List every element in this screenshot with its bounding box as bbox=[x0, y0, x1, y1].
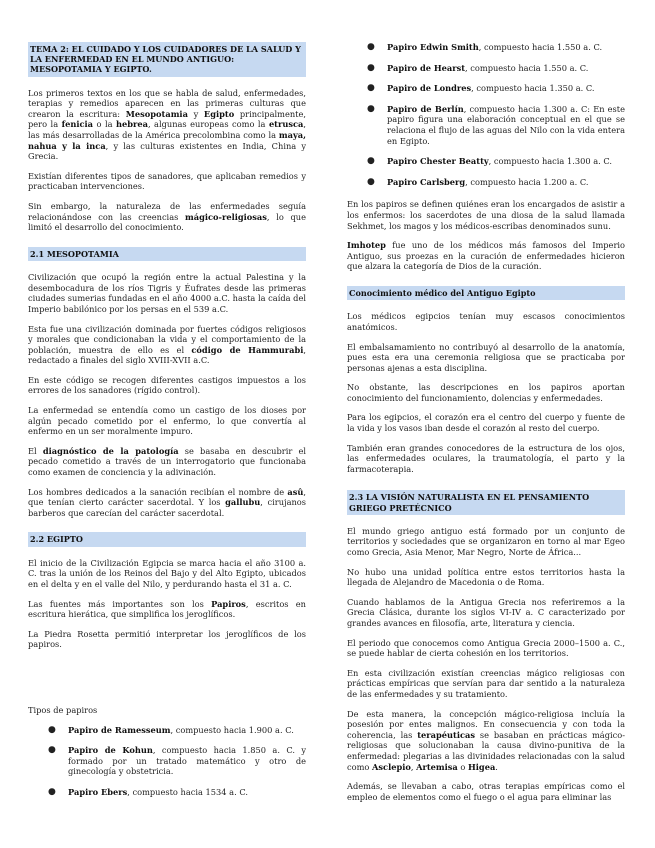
intro-paragraph-2: Existían diferentes tipos de sanadores, que aplicaban remedios y practicaban intervenciones. bbox=[28, 170, 306, 192]
grecia-paragraph-3: Cuando hablamos de la Antigua Grecia nos referiremos a la Grecia Clásica, durante los siglos VI-IV a. C caracterizado por grandes avances en filosofía, arte, literatura y ciencia. bbox=[347, 596, 625, 628]
grecia-paragraph-2: No hubo una unidad política entre estos territorios hasta la llegada de Alejandro de Macedonia o de Roma. bbox=[347, 566, 625, 588]
bullet-icon: ● bbox=[48, 745, 56, 756]
left-column bbox=[28, 42, 306, 808]
grecia-paragraph-5: En esta civilización existían creencias mágico religiosas con prácticas empíricas que servían para dar sentido a la naturaleza de las enfermedades y su tratamiento. bbox=[347, 667, 625, 699]
meso-paragraph-4: La enfermedad se entendía como un castigo de los dioses por algún pecado cometido por el enfermo, lo que convertía al enfermo en un ser moralmente impuro. bbox=[28, 405, 306, 437]
tema-heading: TEMA 2: EL CUIDADO Y LOS CUIDADORES DE LA SALUD Y LA ENFERMEDAD EN EL MUNDO ANTIGUO: MESOPOTAMIA Y EGIPTO. bbox=[28, 42, 306, 77]
right-column bbox=[347, 42, 625, 811]
imhotep-paragraph: Imhotep fue uno de los médicos más famosos del Imperio Antiguo, sus proezas en la curación de enfermedades hicieron que alzara la categoría de Dios de la curación. bbox=[347, 240, 625, 272]
conoc-paragraph-2: El embalsamamiento no contribuyó al desarrollo de la anatomía, pues esta era una ceremonia religiosa que se practicaba por personas ajenas a esta disciplina. bbox=[347, 341, 625, 373]
list-item: ● Papiro Edwin Smith, compuesto hacia 1.550 a. C. bbox=[367, 42, 603, 52]
grecia-paragraph-1: El mundo griego antiguo está formado por un conjunto de territorios y sociedades que se organizaron en torno al mar Egeo como Grecia, Asia Menor, Mar Negro, Norte de África... bbox=[347, 525, 625, 558]
conoc-paragraph-1: Los médicos egipcios tenían muy escasos conocimientos anatómicos. bbox=[347, 311, 625, 332]
list-item: ● Papiro de Hearst, compuesto hacia 1.550 a. C. bbox=[367, 62, 589, 73]
meso-paragraph-2: Esta fue una civilización dominada por fuertes códigos religiosos y morales que condicionaban la vida y el comportamiento de la población, muestra de ello es el código de Hammurabi, redactado a finales del siglo XVIII-XVII a.C. bbox=[28, 323, 306, 366]
list-item: ● Papiro de Kohun, compuesto hacia 1.850 a. C. y formado por un tratado matemático y otro de ginecología y obstetricia. bbox=[48, 745, 306, 777]
bullet-icon: ● bbox=[367, 83, 375, 94]
list-item: ● Papiro Ebers, compuesto hacia 1534 a. C. bbox=[48, 786, 248, 797]
egipto-paragraph-3: La Piedra Rosetta permitió interpretar los jeroglíficos de los papiros. bbox=[28, 628, 306, 650]
meso-paragraph-6: Los hombres dedicados a la sanación recibían el nombre de asû, que tenían cierto carácter sacerdotal. Y los gallubu, cirujanos barberos que carecían del carácter sacerdotal. bbox=[28, 486, 306, 518]
meso-paragraph-5: El diagnóstico de la patología se basaba en descubrir el pecado cometido a través de un interrogatorio que funcionaba como examen de conciencia y la adivinación. bbox=[28, 445, 306, 478]
meso-paragraph-3: En este código se recogen diferentes castigos impuestos a los errores de los sanadores (rígido control). bbox=[28, 374, 306, 396]
list-item: ● Papiro de Ramesseum, compuesto hacia 1.900 a. C. bbox=[48, 724, 294, 735]
conocimiento-heading: Conocimiento médico del Antiguo Egipto bbox=[347, 286, 625, 300]
mesopotamia-heading: 2.1 MESOPOTAMIA bbox=[28, 247, 306, 261]
papiros-list-right bbox=[347, 42, 625, 187]
grecia-paragraph-4: El periodo que conocemos como Antigua Grecia 2000–1500 a. C., se puede hablar de cierta cohesión en los territorios. bbox=[347, 637, 625, 659]
bullet-icon: ● bbox=[48, 724, 56, 735]
intro-paragraph-1: Los primeros textos en los que se habla de salud, enfermedades, terapias y remedios aparecen en las primeras culturas que crearon la escritura: Mesopotamia y Egipto principalmente, pero la fenicia o la hebrea, algunas europeas como la etrusca, las más desarrolladas de la América precolombina como la maya, nahua y la inca, y las culturas existentes en India, China y Grecia. bbox=[28, 87, 306, 162]
papiros-list-left bbox=[28, 725, 306, 798]
egipto-paragraph-2: Las fuentes más importantes son los Papiros, escritos en escritura hierática, que simplifica los jeroglíficos. bbox=[28, 598, 306, 620]
bullet-icon: ● bbox=[48, 786, 56, 797]
bullet-icon: ● bbox=[367, 42, 375, 52]
list-item: ● Papiro Carlsberg, compuesto hacia 1.200 a. C. bbox=[367, 176, 589, 187]
conoc-paragraph-5: También eran grandes conocedores de la estructura de los ojos, las enfermedades oculares, la traumatología, el parto y la farmacoterapia. bbox=[347, 442, 625, 474]
grecia-paragraph-6: De esta manera, la concepción mágico-religiosa incluía la posesión por entes malignos. En consecuencia y con toda la coherencia, las terapéuticas se basaban en prácticas mágico-religiosas que solucionaban la causa divino-punitiva de la enfermedad: plegarias a las divinidades relacionadas con la salud como Asclepio, Artemisa o Higea. bbox=[347, 708, 625, 772]
blank-space bbox=[28, 659, 306, 705]
list-item: ● Papiro Chester Beatty, compuesto hacia 1.300 a. C. bbox=[367, 156, 613, 167]
bullet-icon: ● bbox=[367, 103, 375, 114]
intro-paragraph-3: Sin embargo, la naturaleza de las enfermedades seguía relacionándose con las creencias mágico-religiosas, lo que limitó el desarrollo del conocimiento. bbox=[28, 200, 306, 233]
grecia-paragraph-7: Además, se llevaban a cabo, otras terapias empíricas como el empleo de elementos como el fuego o el agua para eliminar las bbox=[347, 781, 625, 802]
list-item: ● Papiro de Berlín, compuesto hacia 1.300 a. C: En este papiro figura una elaboración conceptual en el que se relaciona el flujo de las aguas del Nilo con la vida entera en Egipto. bbox=[367, 103, 625, 146]
bullet-icon: ● bbox=[367, 176, 375, 187]
sekhmet-paragraph: En los papiros se definen quiénes eran los encargados de asistir a los enfermos: los sacerdotes de una diosa de la salud llamada Sekhmet, los magos y los médicos-escribas denominados sunu. bbox=[347, 199, 625, 231]
bullet-icon: ● bbox=[367, 62, 375, 73]
bullet-icon: ● bbox=[367, 156, 375, 167]
conoc-paragraph-3: No obstante, las descripciones en los papiros aportan conocimiento del funcionamiento, dolencias y enfermedades. bbox=[347, 382, 625, 403]
conoc-paragraph-4: Para los egipcios, el corazón era el centro del cuerpo y fuente de la vida y los vasos iban desde el corazón al resto del cuerpo. bbox=[347, 412, 625, 434]
tipos-label: Tipos de papiros bbox=[28, 704, 98, 715]
egipto-heading: 2.2 EGIPTO bbox=[28, 532, 306, 546]
meso-paragraph-1: Civilización que ocupó la región entre la actual Palestina y la desembocadura de los ríos Tigris y Éufrates desde las primeras ciudades sumerias fundadas en el año 4000 a.C. hasta la caída del Imperio babilónico por los persas en el 539 a.C. bbox=[28, 272, 306, 314]
grecia-heading: 2.3 LA VISIÓN NATURALISTA EN EL PENSAMIENTO GRIEGO PRETÉCNICO bbox=[347, 490, 625, 514]
list-item: ● Papiro de Londres, compuesto hacia 1.350 a. C. bbox=[367, 83, 595, 94]
egipto-paragraph-1: El inicio de la Civilización Egipcia se marca hacia el año 3100 a. C. tras la unión de los Reinos del Bajo y del Alto Egipto, ubicados en el delta y en el valle del Nilo, y perdurando hasta el 31 a. C. bbox=[28, 557, 306, 590]
